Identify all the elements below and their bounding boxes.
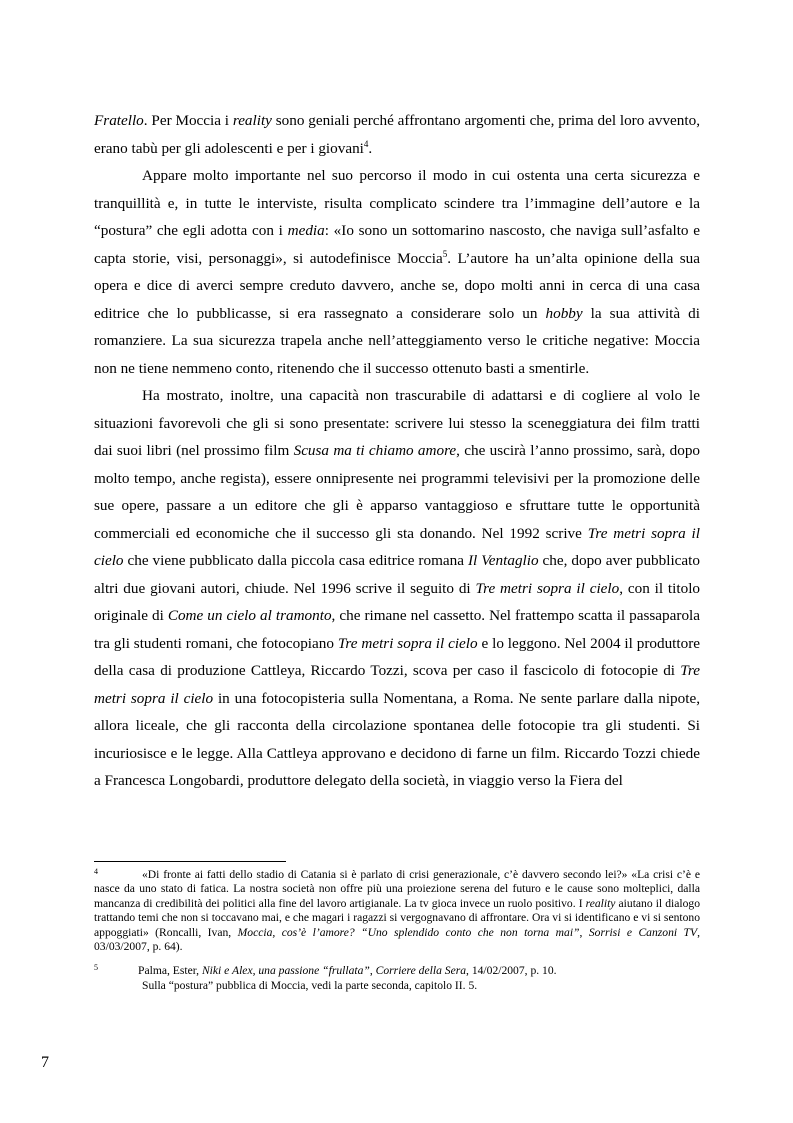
text-run: Ha mostrato, inoltre, una capacità non trascurabile di adattarsi e di cogliere al volo le situazioni favorevoli che gli si sono presentate: scrivere lui stesso la sceneggiatura dei film tratti dai suoi libri (nel prossimo film xyxy=(94,387,700,459)
footnote-separator xyxy=(94,861,286,862)
footnote-5 xyxy=(94,964,700,993)
italic-text: hobby xyxy=(545,304,583,322)
italic-text: reality xyxy=(585,896,616,910)
text-run: , che rimane nel cassetto. Nel frattempo scatta il passaparola tra gli studenti romani, che fotocopiano xyxy=(94,607,700,652)
paragraph xyxy=(94,162,700,382)
text-run: , xyxy=(579,925,589,939)
italic-text: Tre metri sopra il cielo xyxy=(94,524,701,569)
footnote-line xyxy=(94,868,700,954)
footnote-4 xyxy=(94,868,700,954)
italic-text: Corriere della Sera xyxy=(375,964,467,978)
italic-text: Tre metri sopra il cielo xyxy=(337,634,478,652)
text-run: la sua attività di romanziere. La sua sicurezza trapela anche nell’atteggiamento verso le critiche negative: Moccia non ne tiene nemmeno conto, ritenendo che il successo ottenuto basti a smentirle. xyxy=(94,304,700,377)
main-text xyxy=(94,107,700,795)
text-run: che, dopo aver pubblicato altri due giovani autori, chiude. Nel 1996 scrive il seguito di xyxy=(94,552,700,597)
italic-text: Moccia, cos’è l’amore? “Uno splendido conto che non torna mai” xyxy=(237,925,580,939)
text-run: e lo leggono. Nel 2004 il produttore della casa di produzione Cattleya, Riccardo Tozzi, scova per caso il fascicolo di fotocopie di xyxy=(94,634,700,679)
text-run: . xyxy=(368,139,373,157)
text-run: , che uscirà l’anno prossimo, sarà, dopo molto tempo, anche regista), essere onnipresente nei programmi televisivi per la promozione delle sue opere, passare a un editore che gli è apparso vantaggioso e sfruttare tutte le opportunità commerciali ed economiche che il successo gli sta donando. Nel 1992 scrive xyxy=(94,442,701,542)
footnote-number: 4 xyxy=(94,867,98,876)
text-run: : «Io sono un sottomarino nascosto, che naviga sull’asfalto e capta storie, visi, personaggi», si autodefinisce Moccia xyxy=(94,222,700,267)
italic-text: reality xyxy=(232,112,272,129)
italic-text: Niki e Alex, una passione “frullata” xyxy=(201,964,370,978)
footnote-number: 5 xyxy=(94,963,98,973)
text-run: , 03/03/2007, p. 64). xyxy=(94,925,700,954)
text-run: che viene pubblicato dalla piccola casa editrice romana xyxy=(123,552,468,569)
page-number: 7 xyxy=(41,1054,49,1071)
italic-text: Il Ventaglio xyxy=(467,552,539,569)
italic-text: Come un cielo al tramonto xyxy=(167,607,332,624)
text-run: . Per Moccia i xyxy=(143,112,233,129)
paragraph xyxy=(94,382,700,795)
italic-text: Scusa ma ti chiamo amore xyxy=(293,442,457,459)
paragraph xyxy=(94,107,700,162)
text-run: aiutano il dialogo trattando temi che non si toccavano mai, e che magari i ragazzi si vergognavano di affrontare. Ora vi si identificano e vi si sentono appoggiati» (Roncalli, Ivan, xyxy=(94,896,700,939)
text-run: . L’autore ha un’alta opinione della sua opera e dice di averci sempre creduto davvero, anche se, dopo molti anni in cerca di una casa editrice che lo pubblicasse, si era rassegnato a considerare solo un xyxy=(94,249,701,322)
footnote-ref: 4 xyxy=(363,138,369,149)
italic-text: media xyxy=(287,222,325,239)
text-run: Palma, Ester, xyxy=(138,964,202,978)
text-run: sono geniali perché affrontano argomenti che, prima del loro avvento, erano tabù per gli adolescenti e per i giovani xyxy=(94,112,701,157)
text-run: , 14/02/2007, p. 10. xyxy=(466,964,557,978)
text-run: Appare molto importante nel suo percorso il modo in cui ostenta una certa sicurezza e tranquillità e, in tutte le interviste, risulta complicato scindere tra l’immagine dell’autore e la “postura” che egli adotta con i xyxy=(94,167,700,239)
italic-text: Tre metri sopra il cielo xyxy=(475,579,620,597)
italic-text: Fratello xyxy=(94,112,144,129)
footnote-line xyxy=(94,979,700,993)
footnote-ref: 5 xyxy=(442,248,448,259)
text-run: , xyxy=(369,964,376,978)
footnotes xyxy=(94,868,700,1003)
footnote-line xyxy=(94,964,700,978)
text-run: Sulla “postura” pubblica di Moccia, vedi la parte seconda, capitolo II. 5. xyxy=(142,978,478,992)
text-run: «Di fronte ai fatti dello stadio di Catania si è parlato di crisi generazionale, c’è davvero secondo lei?» «La crisi c’è e nasce da uno stato di fatica. La nostra società non offre più una proiezione serena del futuro e le cause sono molteplici, dalla mancanza di credibilità dei politici alla fine del lavoro artigianale. La tv gioca invece un ruolo positivo. I xyxy=(94,868,700,910)
text-run: in una fotocopisteria sulla Nomentana, a Roma. Ne sente parlare dalla nipote, allora liceale, che gli racconta della circolazione spontanea delle fotocopie tra gli studenti. Si incuriosisce e le legge. Alla Cattleya approvano e decidono di farne un film. Riccardo Tozzi chiede a Francesca Longobardi, produttore delegato della società, in viaggio verso la Fiera del xyxy=(94,689,700,789)
text-run: , con il titolo originale di xyxy=(94,579,701,624)
italic-text: Sorrisi e Canzoni TV xyxy=(588,925,698,939)
italic-text: Tre metri sopra il cielo xyxy=(94,662,700,707)
